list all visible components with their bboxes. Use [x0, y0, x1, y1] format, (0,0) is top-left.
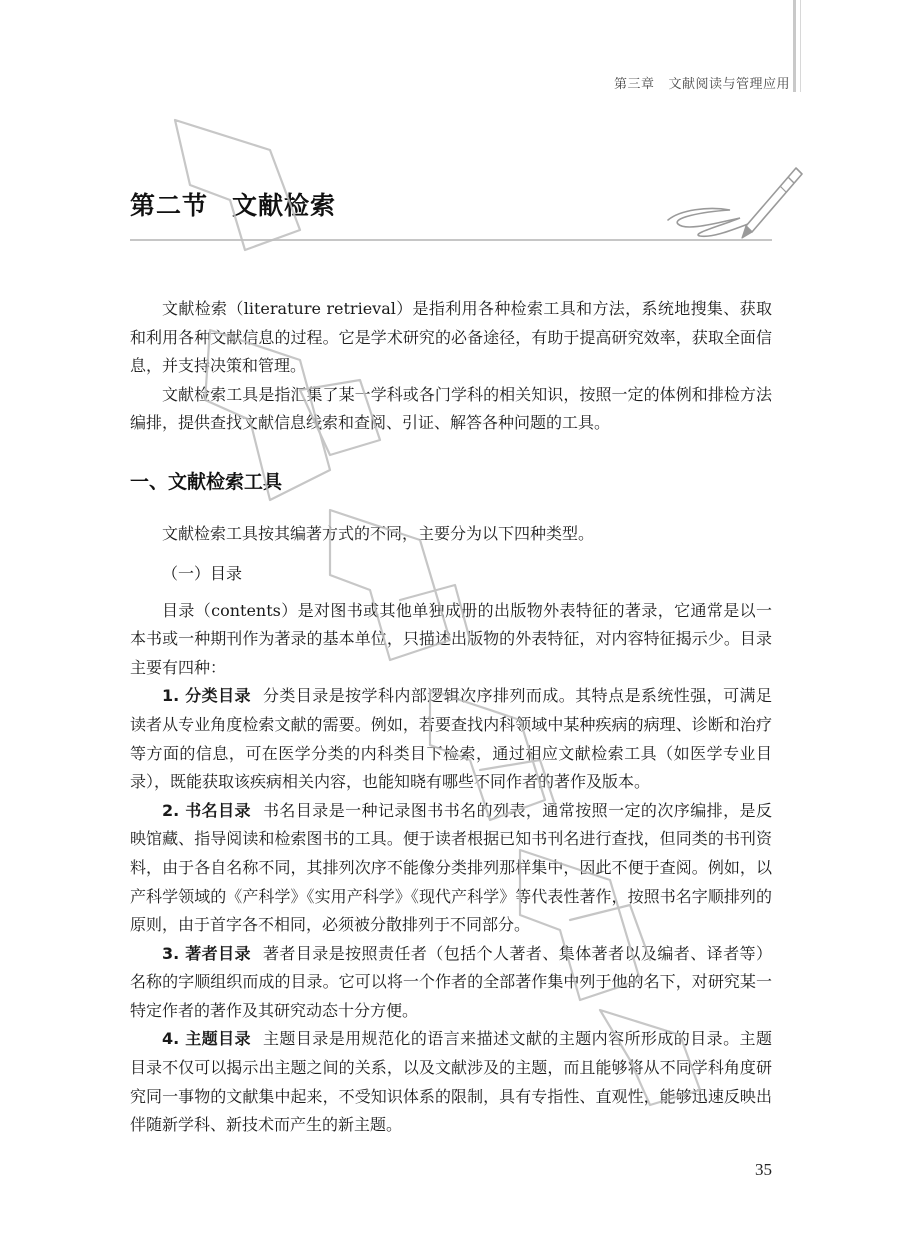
pen-scribble-icon: [660, 158, 810, 243]
list-item-lead: 1. 分类目录: [162, 686, 251, 706]
list-item-lead: 4. 主题目录: [162, 1029, 251, 1049]
section-title-text: 文献检索: [232, 191, 337, 220]
list-item-text: 著者目录是按照责任者（包括个人著者、集体著者以及编者、译者等）名称的字顺组织而成的目录。它可以将一个作者的全部著作集中列于他的名下，对研究某一特定作者的著作及其研究动态十分方便。: [130, 943, 772, 1020]
running-header-chapter: 第三章: [613, 77, 655, 92]
list-item: [130, 682, 772, 796]
body-text: [130, 295, 772, 1140]
subsection-intro: 文献检索工具按其编著方式的不同，主要分为以下四种类型。: [162, 523, 595, 543]
header-accent-bar: [793, 0, 796, 92]
list-item-text: 主题目录是用规范化的语言来描述文献的主题内容所形成的目录。主题目录不仅可以揭示出主题之间的关系，以及文献涉及的主题，而且能够将从不同学科角度研究同一事物的文献集中起来，不受知识体系的限制，具有专指性、直观性，能够迅速反映出伴随新学科、新技术而产生的新主题。: [130, 1029, 772, 1135]
list-item-text: 分类目录是按学科内部逻辑次序排列而成。其特点是系统性强，可满足读者从专业角度检索文献的需要。例如，若要查找内科领域中某种疾病的病理、诊断和治疗等方面的信息，可在医学分类的内科类目下检索，通过相应文献检索工具（如医学专业目录），既能获取该疾病相关内容，也能知晓有哪些不同作者的著作及版本。: [130, 686, 772, 792]
section-title-rule: [130, 239, 772, 241]
intro-paragraph-2: 文献检索工具是指汇集了某一学科或各门学科的相关知识，按照一定的体例和排检方法编排，提供查找文献信息线索和查阅、引证、解答各种问题的工具。: [130, 384, 772, 433]
section-title: [130, 186, 336, 222]
list-item-lead: 2. 书名目录: [162, 800, 251, 820]
subsubsection-heading: （一）目录: [162, 563, 243, 583]
list-item-text: 书名目录是一种记录图书书名的列表，通常按照一定的次序编排，是反映馆藏、指导阅读和检索图书的工具。便于读者根据已知书刊名进行查找，但同类的书刊资料，由于各自名称不同，其排列次序不能像分类排列那样集中，因此不便于查阅。例如，以产科学领域的《产科学》《实用产科学》《现代产科学》等代表性著作，按照书名字顺排列的原则，由于首字各不相同，必须被分散排列于不同部分。: [130, 800, 772, 935]
intro-paragraph-1: 文献检索（literature retrieval）是指利用各种检索工具和方法，系统地搜集、获取和利用各种文献信息的过程。它是学术研究的必备途径，有助于提高研究效率，获取全面信息，并支持决策和管理。: [130, 299, 772, 376]
running-header-chapter-title: 文献阅读与管理应用: [668, 77, 790, 92]
subsubsection-intro: 目录（contents）是对图书或其他单独成册的出版物外表特征的著录，它通常是以一本书或一种期刊作为著录的基本单位，只描述出版物的外表特征，对内容特征揭示少。目录主要有四种：: [130, 600, 772, 677]
page-number: 35: [755, 1160, 772, 1179]
subsection-heading: 一、文献检索工具: [130, 470, 283, 493]
header-accent-bar-thin: [800, 0, 801, 92]
running-header: [614, 73, 790, 92]
list-item-lead: 3. 著者目录: [162, 943, 251, 963]
list-item: [130, 940, 772, 1026]
list-item: [130, 1025, 772, 1139]
section-number: 第二节: [130, 191, 209, 220]
list-item: [130, 797, 772, 940]
